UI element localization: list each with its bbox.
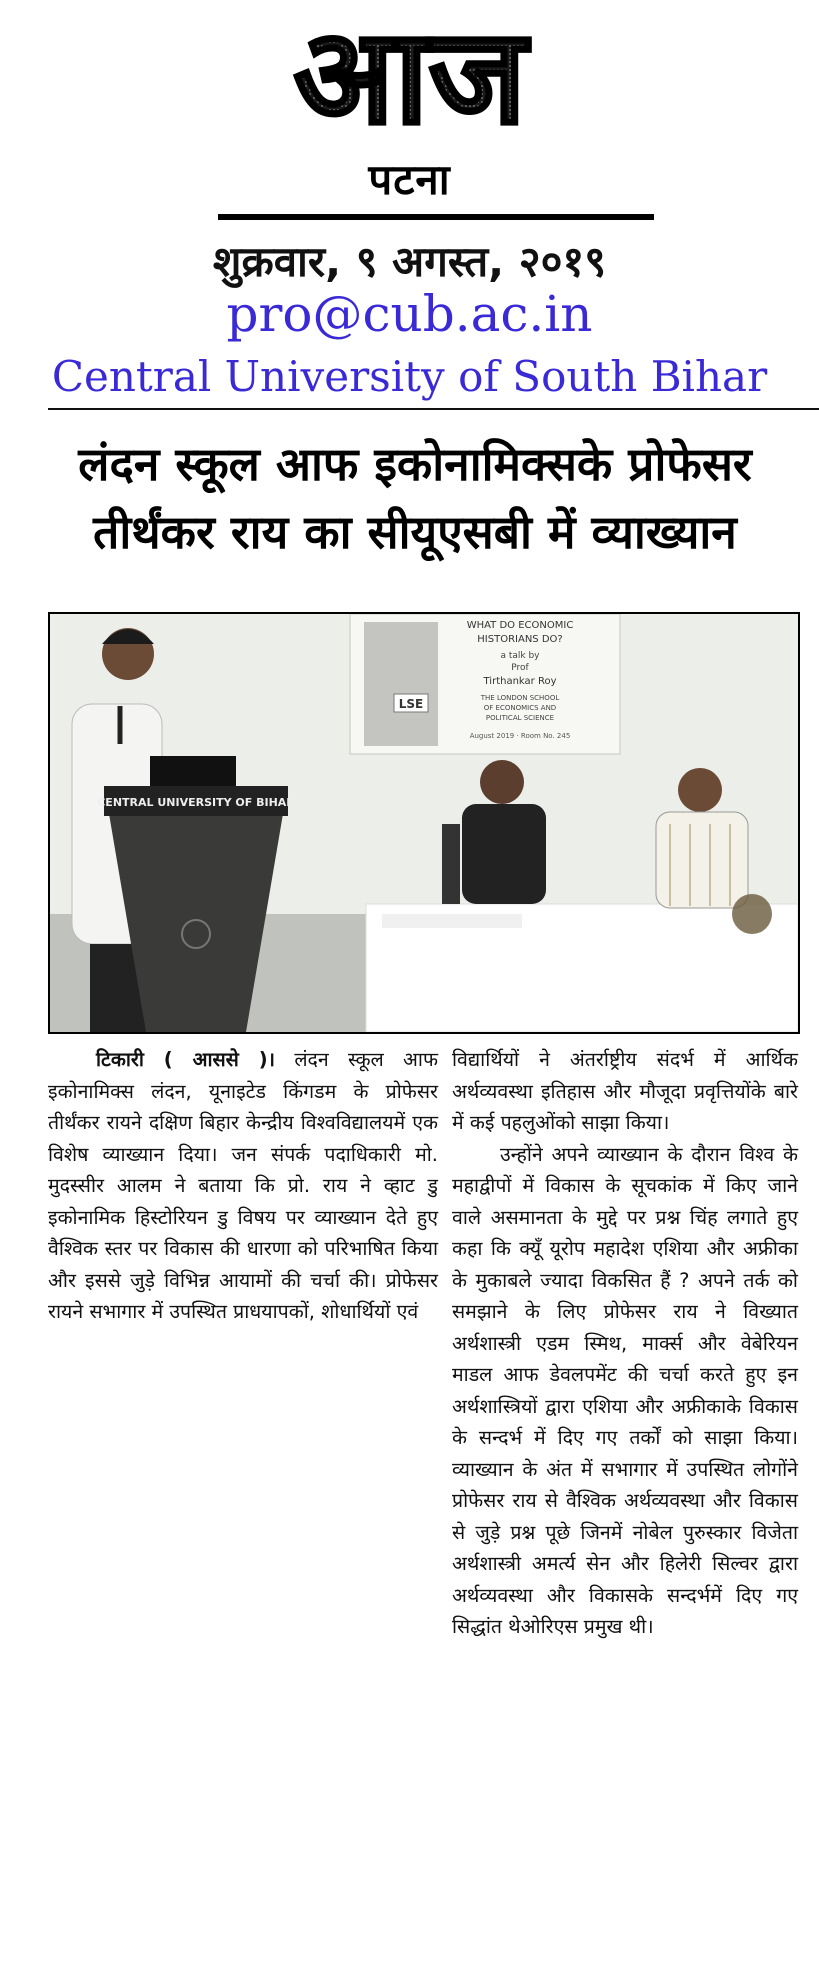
contact-email: pro@cub.ac.in	[226, 285, 593, 343]
article-column-left	[48, 1044, 438, 1328]
banner-line-4: Prof	[511, 663, 529, 673]
podium-label: CENTRAL UNIVERSITY OF BIHAR	[97, 796, 295, 809]
head-table	[366, 904, 798, 1032]
banner-logo: LSE	[398, 697, 424, 711]
masthead-logo	[0, 0, 819, 140]
banner-line-6: THE LONDON SCHOOL	[480, 694, 560, 702]
article-text-left: लंदन स्कूल आफ इकोनामिक्स लंदन, यूनाइटेड किंगडम के प्रोफेसर तीर्थंकर रायने दक्षिण बिहार केन्द्रीय विश्वविद्यालयमें एक विशेष व्याख्यान दिया। जन संपर्क पदाधिकारी मो. मुदस्सीर आलम ने बताया कि प्रो. राय ने व्हाट डु इकोनामिक हिस्टोरियन डु विषय पर व्याख्यान देते हुए वैश्विक स्तर पर विकास की धारणा को परिभाषित किया और इससे जुड़े विभिन्न आयामों की चर्चा की। प्रोफेसर रायने सभागार में उपस्थित प्राधयापकों, शोधार्थियों एवं	[48, 1048, 438, 1323]
banner-line-1: WHAT DO ECONOMIC	[466, 620, 574, 631]
banner-portrait	[364, 622, 438, 746]
article-photo	[48, 612, 800, 1034]
banner-line-7: OF ECONOMICS AND	[483, 704, 557, 712]
article-column-right	[452, 1044, 798, 1643]
banner-footer: August 2019 · Room No. 245	[469, 732, 571, 740]
banner-line-3: a talk by	[500, 651, 540, 661]
article-dateline: टिकारी ( आससे )।	[96, 1048, 276, 1071]
masthead-title: आज	[293, 0, 527, 140]
masthead	[0, 0, 819, 140]
article-paragraph-1: विद्यार्थियों ने अंतर्राष्ट्रीय संदर्भ में आर्थिक अर्थव्यवस्था इतिहास और मौजूदा प्रवृत्तियोंके बारे में कई पहलुओंको साझा किया।	[452, 1048, 798, 1134]
headline-line-1: लंदन स्कूल आफ इकोनामिक्सके प्रोफेसर	[78, 437, 752, 491]
article-paragraph-2: उन्होंने अपने व्याख्यान के दौरान विश्व के महाद्वीपों में विकास के सूचकांक में किए जाने वाले असमानता के मुद्दे पर प्रश्न चिंह लगाते हुए कहा कि क्यूँ यूरोप महादेश एशिया और अफ्रीका के मुकाबले ज्यादा विकसित हैं ? अपने तर्क को समझाने के लिए प्रोफेसर राय ने विख्यात अर्थशास्त्री एडम स्मिथ, मार्क्स और वेबेरियन माडल आफ डेवलपमेंट की चर्चा करते हुए इन अर्थशास्त्रियों द्वारा एशिया और अफ्रीकाके विकास के सन्दर्भ में दिए गए तर्कों को साझा किया। व्याख्यान के अंत में सभागार में उपस्थित लोगोंने प्रोफेसर राय से वैश्विक अर्थव्यवस्था और विकास से जुड़े प्रश्न पूछे जिनमें नोबेल पुरुस्कार विजेता अर्थशास्त्री अमर्त्य सेन और हिलेरी सिल्वर द्वारा अर्थव्यवस्था और विकासके सन्दर्भमें दिए गए सिद्धांत थेओरिएस प्रमुख थी।	[452, 1142, 798, 1638]
lecture-banner	[350, 614, 620, 754]
flower-bouquet	[732, 894, 772, 934]
city-divider	[218, 214, 654, 220]
header-divider	[48, 408, 819, 410]
banner-line-8: POLITICAL SCIENCE	[485, 714, 555, 722]
banner-line-2: HISTORIANS DO?	[477, 634, 563, 645]
university-name: Central University of South Bihar	[51, 352, 768, 401]
article-headline	[30, 430, 800, 566]
lecture-photo-illustration	[50, 614, 798, 1032]
headline-line-2: तीर्थंकर राय का सीयूएसबी में व्याख्यान	[93, 505, 737, 559]
masthead-city: पटना	[368, 155, 451, 204]
banner-line-5: Tirthankar Roy	[483, 676, 557, 687]
publication-date: शुक्रवार, ९ अगस्त, २०१९	[212, 237, 607, 286]
